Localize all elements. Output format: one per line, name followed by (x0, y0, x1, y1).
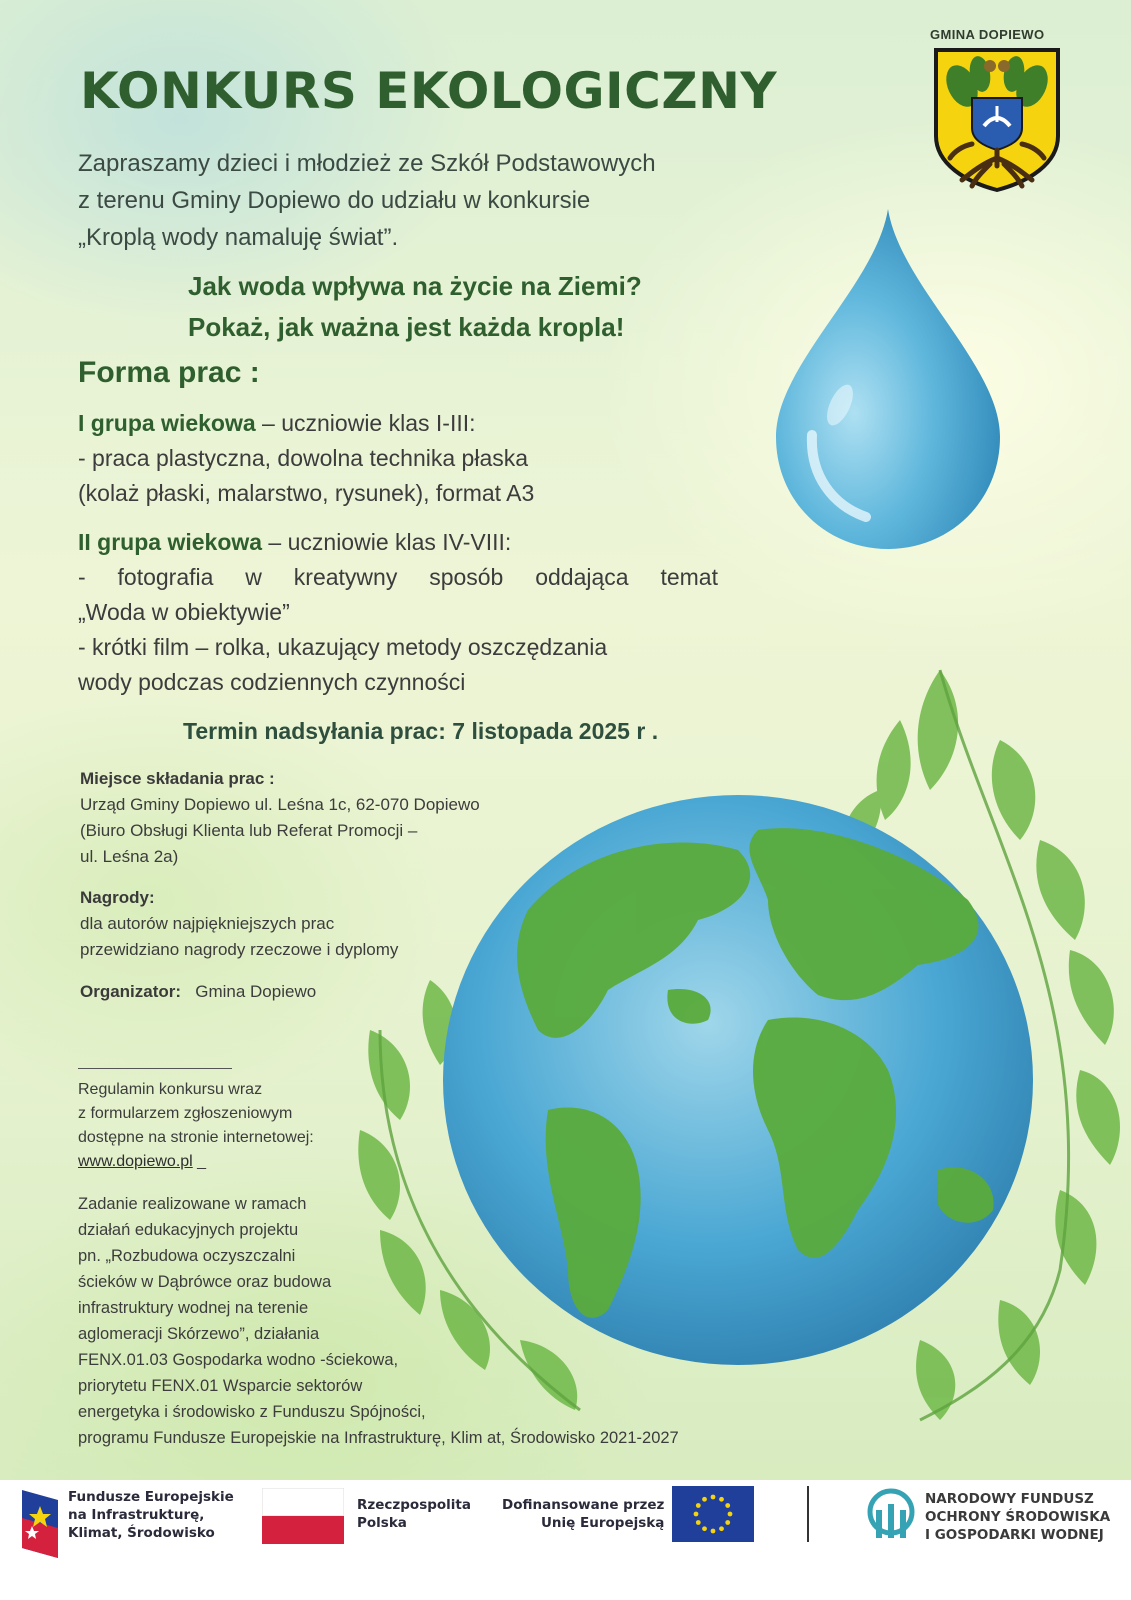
nf-line: I GOSPODARKI WODNEJ (925, 1527, 1104, 1543)
organizer-label: Organizator: (80, 982, 182, 1001)
eu-star (728, 1512, 733, 1517)
eu-star (696, 1503, 701, 1508)
eu-star (719, 1497, 724, 1502)
fe-line: Fundusze Europejskie (68, 1489, 234, 1505)
divider (78, 1068, 232, 1069)
age-group-2 (78, 525, 718, 700)
gmina-crest-icon (932, 46, 1062, 192)
footer-divider (807, 1486, 809, 1542)
group-line: - praca plastyczna, dowolna technika płaska (78, 445, 529, 471)
eu-star (702, 1526, 707, 1531)
project-line: aglomeracji Skórzewo”, działania (78, 1325, 320, 1343)
eu-star (702, 1497, 707, 1502)
project-line: ścieków w Dąbrówce oraz budowa (78, 1273, 332, 1291)
nfosigw-text (925, 1490, 1110, 1544)
prizes-label: Nagrody: (80, 888, 155, 907)
eu-star (719, 1526, 724, 1531)
group-classes: – uczniowie klas IV-VIII: (262, 529, 512, 555)
nfosigw-logo-icon (866, 1488, 916, 1540)
nf-line: OCHRONY ŚRODOWISKA (925, 1509, 1111, 1525)
word: - (78, 564, 86, 590)
submission-label: Miejsce składania prac : (80, 769, 275, 788)
eu-flag-icon (672, 1486, 754, 1542)
submission-line: ul. Leśna 2a) (80, 847, 179, 866)
group-name: I grupa wiekowa (78, 410, 256, 436)
eu-star (694, 1512, 699, 1517)
organizer (80, 979, 316, 1005)
rules-line: Regulamin konkursu wraz (78, 1081, 263, 1098)
question-line: Jak woda wpływa na życie na Ziemi? (188, 271, 642, 301)
eu-star (725, 1503, 730, 1508)
eu-star (711, 1495, 716, 1500)
prizes (80, 885, 398, 963)
word: oddająca (535, 564, 629, 590)
intro-line: z terenu Gminy Dopiewo do udziału w konkursie (78, 187, 591, 214)
word: temat (660, 564, 718, 590)
eu-line: Unię Europejską (540, 1515, 665, 1531)
link-suffix: _ (192, 1153, 207, 1170)
footer-logos (0, 1480, 1131, 1600)
eu-star (711, 1529, 716, 1534)
earth-globe-icon (438, 790, 1038, 1370)
word: fotografia (117, 564, 214, 590)
word: kreatywny (293, 564, 398, 590)
fe-line: Klimat, Środowisko (68, 1525, 215, 1541)
fe-line: na Infrastrukturę, (68, 1507, 205, 1523)
submission-line: Urząd Gminy Dopiewo ul. Leśna 1c, 62-070 Dopiewo (80, 795, 480, 814)
rp-text (357, 1496, 471, 1532)
project-line: priorytetu FENX.01 Wsparcie sektorów (78, 1377, 363, 1395)
project-line: działań edukacyjnych projektu (78, 1221, 299, 1239)
eu-star (725, 1520, 730, 1525)
group-name: II grupa wiekowa (78, 529, 263, 555)
rules-line: z formularzem zgłoszeniowym (78, 1105, 293, 1122)
prizes-line: przewidziano nagrody rzeczowe i dyplomy (80, 940, 399, 959)
group-classes: – uczniowie klas I-III: (255, 410, 476, 436)
project-line: FENX.01.03 Gospodarka wodno -ściekowa, (78, 1351, 399, 1369)
rules-line: dostępne na stronie internetowej: (78, 1129, 314, 1146)
project-line: pn. „Rozbudowa oczyszczalni (78, 1247, 296, 1265)
forma-heading: Forma prac : (78, 356, 260, 389)
polish-flag-icon (262, 1488, 344, 1544)
fe-logo-icon (18, 1488, 62, 1560)
submission-place (80, 766, 480, 870)
crest-label: GMINA DOPIEWO (930, 27, 1045, 42)
intro-line: Zapraszamy dzieci i młodzież ze Szkół Podstawowych (78, 150, 656, 177)
eu-line: Dofinansowane przez (502, 1497, 665, 1513)
prizes-line: dla autorów najpiękniejszych prac (80, 914, 335, 933)
rules-note (78, 1078, 314, 1174)
water-drop-icon (770, 205, 1006, 555)
project-line: infrastruktury wodnej na terenie (78, 1299, 309, 1317)
submission-line: (Biuro Obsługi Klienta lub Referat Promocji – (80, 821, 418, 840)
age-group-1 (78, 406, 718, 511)
rp-line: Rzeczpospolita (357, 1497, 471, 1513)
page-title: KONKURS EKOLOGICZNY (80, 62, 778, 120)
nf-line: NARODOWY FUNDUSZ (925, 1491, 1094, 1507)
deadline: Termin nadsyłania prac: 7 listopada 2025 r . (183, 718, 659, 744)
eu-star (696, 1520, 701, 1525)
fe-logo-text (68, 1488, 234, 1542)
project-line: energetyka i środowisko z Funduszu Spójności, (78, 1403, 426, 1421)
word: sposób (429, 564, 504, 590)
group-line: - krótki film – rolka, ukazujący metody oszczędzania (78, 634, 608, 660)
group-line: wody podczas codziennych czynności (78, 669, 466, 695)
project-line: programu Fundusze Europejskie na Infrastrukturę, Klim at, Środowisko 2021-2027 (78, 1429, 679, 1447)
website-link[interactable]: www.dopiewo.pl (78, 1153, 193, 1170)
rp-line: Polska (357, 1515, 407, 1531)
intro-line: „Kroplą wody namaluję świat”. (78, 224, 399, 251)
organizer-value: Gmina Dopiewo (195, 982, 317, 1001)
group-line-justified (78, 560, 718, 595)
project-line: Zadanie realizowane w ramach (78, 1195, 307, 1213)
group-line: (kolaż płaski, malarstwo, rysunek), format A3 (78, 480, 535, 506)
intro-text (78, 145, 656, 256)
question-block (188, 266, 642, 348)
group-line: „Woda w obiektywie” (78, 599, 290, 625)
eu-text (502, 1496, 664, 1532)
question-line: Pokaż, jak ważna jest każda kropla! (188, 312, 625, 342)
word: w (245, 564, 262, 590)
